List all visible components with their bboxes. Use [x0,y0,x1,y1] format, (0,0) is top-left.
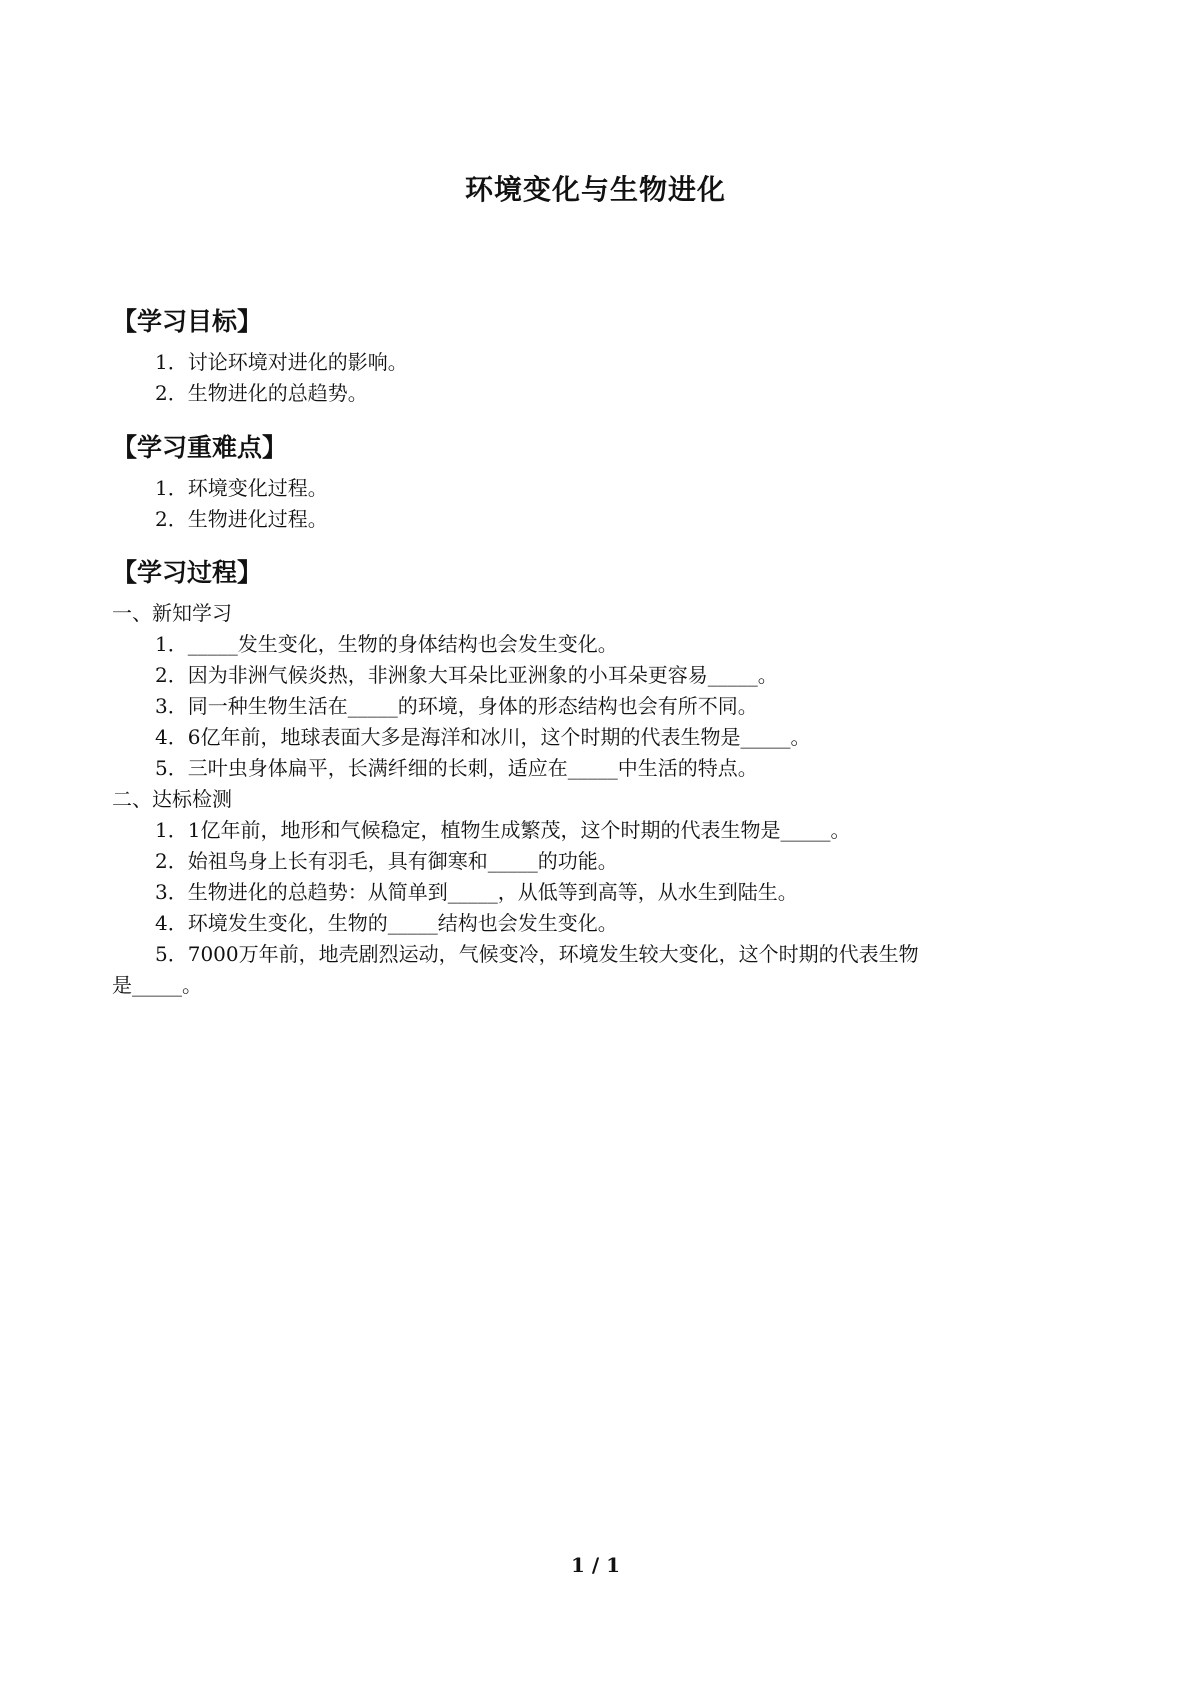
fill-blank-item: 1．_____发生变化，生物的身体结构也会发生变化。 [155,632,618,656]
subsection-label-assessment: 二、达标检测 [112,787,232,811]
fill-blank-item: 1．1亿年前，地形和气候稳定，植物生成繁茂，这个时期的代表生物是_____。 [155,818,851,842]
fill-blank-item: 5．三叶虫身体扁平，长满纤细的长刺，适应在_____中生活的特点。 [155,756,758,780]
key-point-item: 2．生物进化过程。 [155,507,328,531]
fill-blank-item-continuation: 是_____。 [112,973,202,997]
section-heading-objectives: 【学习目标】 [112,307,263,336]
fill-blank-item: 3．生物进化的总趋势：从简单到_____，从低等到高等，从水生到陆生。 [155,880,798,904]
section-heading-key-points: 【学习重难点】 [112,433,288,462]
page-title: 环境变化与生物进化 [464,173,726,206]
page-number: 1 / 1 [570,1553,621,1577]
objective-item: 2．生物进化的总趋势。 [155,381,368,405]
fill-blank-item: 2．因为非洲气候炎热，非洲象大耳朵比亚洲象的小耳朵更容易_____。 [155,663,778,687]
section-heading-process: 【学习过程】 [112,558,263,587]
fill-blank-item: 2．始祖鸟身上长有羽毛，具有御寒和_____的功能。 [155,849,618,873]
fill-blank-item: 3．同一种生物生活在_____的环境，身体的形态结构也会有所不同。 [155,694,758,718]
key-point-item: 1．环境变化过程。 [155,476,328,500]
subsection-label-new-learning: 一、新知学习 [112,601,232,625]
fill-blank-item: 4．环境发生变化，生物的_____结构也会发生变化。 [155,911,618,935]
objective-item: 1．讨论环境对进化的影响。 [155,350,408,374]
fill-blank-item: 5．7000万年前，地壳剧烈运动，气候变冷，环境发生较大变化，这个时期的代表生物 [155,942,919,966]
fill-blank-item: 4．6亿年前，地球表面大多是海洋和冰川，这个时期的代表生物是_____。 [155,725,811,749]
